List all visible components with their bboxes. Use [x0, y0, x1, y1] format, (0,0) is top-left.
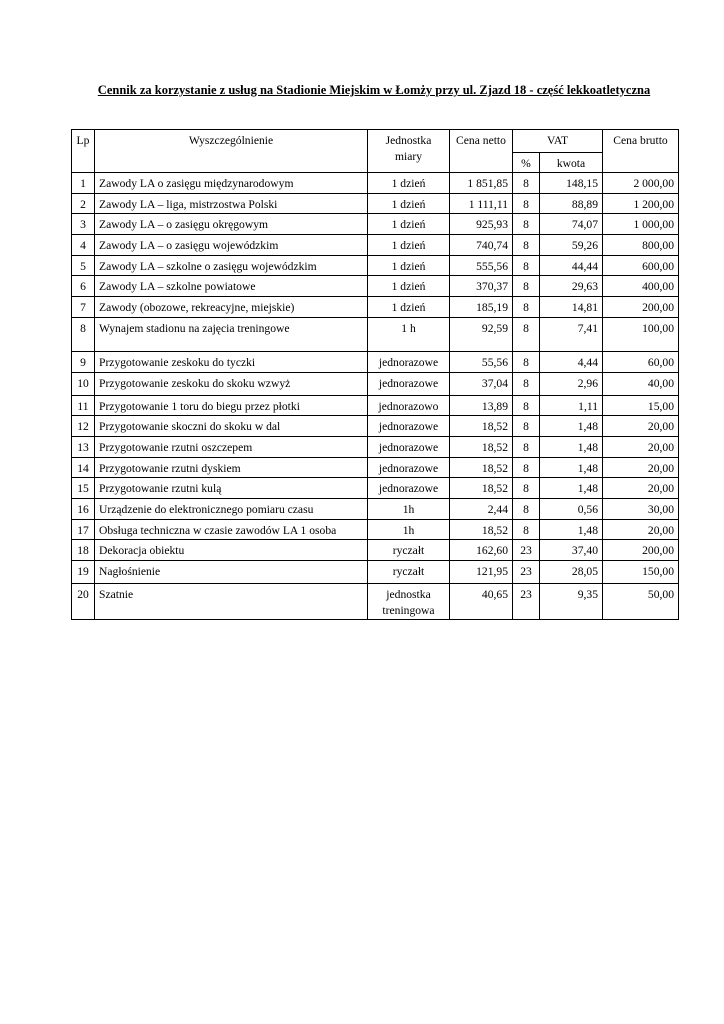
cell-gross-price: 60,00 — [603, 351, 679, 372]
cell-name: Przygotowanie rzutni oszczepem — [95, 436, 368, 457]
cell-gross-price: 1 000,00 — [603, 214, 679, 235]
cell-gross-price: 20,00 — [603, 457, 679, 478]
cell-vat-amount: 9,35 — [540, 584, 603, 620]
cell-vat-amount: 14,81 — [540, 297, 603, 318]
cell-gross-price: 20,00 — [603, 416, 679, 437]
cell-vat-amount: 1,48 — [540, 478, 603, 499]
cell-net-price: 18,52 — [450, 457, 513, 478]
cell-unit: ryczałt — [368, 561, 450, 584]
cell-unit: 1 dzień — [368, 297, 450, 318]
cell-unit: jednorazowe — [368, 416, 450, 437]
table-row — [72, 193, 679, 214]
cell-unit: 1h — [368, 519, 450, 540]
cell-lp: 8 — [72, 317, 95, 351]
cell-lp: 5 — [72, 255, 95, 276]
cell-vat-amount: 88,89 — [540, 193, 603, 214]
cell-gross-price: 20,00 — [603, 519, 679, 540]
cell-name: Zawody LA o zasięgu międzynarodowym — [95, 173, 368, 194]
cell-name: Przygotowanie 1 toru do biegu przez płotki — [95, 395, 368, 416]
cell-unit: 1 dzień — [368, 214, 450, 235]
cell-lp: 15 — [72, 478, 95, 499]
table-row — [72, 540, 679, 561]
cell-unit: jednorazowe — [368, 436, 450, 457]
table-row — [72, 457, 679, 478]
cell-net-price: 18,52 — [450, 519, 513, 540]
cell-name: Zawody LA – liga, mistrzostwa Polski — [95, 193, 368, 214]
cell-lp: 3 — [72, 214, 95, 235]
cell-vat-pct: 8 — [513, 351, 540, 372]
header-name: Wyszczególnienie — [95, 130, 368, 173]
cell-vat-amount: 2,96 — [540, 372, 603, 395]
cell-gross-price: 150,00 — [603, 561, 679, 584]
cell-unit: 1 dzień — [368, 173, 450, 194]
cell-net-price: 925,93 — [450, 214, 513, 235]
cell-name: Szatnie — [95, 584, 368, 620]
cell-lp: 19 — [72, 561, 95, 584]
cell-vat-amount: 148,15 — [540, 173, 603, 194]
cell-vat-pct: 8 — [513, 498, 540, 519]
table-row — [72, 436, 679, 457]
cell-vat-amount: 1,11 — [540, 395, 603, 416]
cell-net-price: 1 111,11 — [450, 193, 513, 214]
cell-unit: jednorazowe — [368, 351, 450, 372]
cell-gross-price: 800,00 — [603, 235, 679, 256]
cell-vat-amount: 1,48 — [540, 436, 603, 457]
cell-vat-pct: 8 — [513, 297, 540, 318]
cell-name: Nagłośnienie — [95, 561, 368, 584]
table-row — [72, 561, 679, 584]
cell-lp: 12 — [72, 416, 95, 437]
table-row — [72, 255, 679, 276]
cell-lp: 18 — [72, 540, 95, 561]
cell-gross-price: 200,00 — [603, 540, 679, 561]
cell-unit: ryczałt — [368, 540, 450, 561]
cell-lp: 6 — [72, 276, 95, 297]
table-row — [72, 351, 679, 372]
cell-lp: 2 — [72, 193, 95, 214]
cell-name: Przygotowanie zeskoku do tyczki — [95, 351, 368, 372]
table-row — [72, 498, 679, 519]
cell-net-price: 121,95 — [450, 561, 513, 584]
cell-name: Zawody LA – szkolne powiatowe — [95, 276, 368, 297]
table-row — [72, 416, 679, 437]
cell-vat-pct: 8 — [513, 395, 540, 416]
cell-vat-pct: 8 — [513, 372, 540, 395]
cell-unit: jednorazowe — [368, 478, 450, 499]
cell-vat-amount: 44,44 — [540, 255, 603, 276]
cell-lp: 4 — [72, 235, 95, 256]
table-row — [72, 519, 679, 540]
header-vat-amount: kwota — [540, 153, 603, 173]
cell-gross-price: 20,00 — [603, 436, 679, 457]
cell-lp: 13 — [72, 436, 95, 457]
cell-net-price: 40,65 — [450, 584, 513, 620]
cell-net-price: 18,52 — [450, 436, 513, 457]
cell-gross-price: 30,00 — [603, 498, 679, 519]
cell-lp: 7 — [72, 297, 95, 318]
cell-lp: 10 — [72, 372, 95, 395]
cell-net-price: 18,52 — [450, 416, 513, 437]
table-row — [72, 395, 679, 416]
cell-net-price: 1 851,85 — [450, 173, 513, 194]
header-net: Cena netto — [450, 130, 513, 173]
cell-vat-amount: 7,41 — [540, 317, 603, 351]
table-row — [72, 372, 679, 395]
cell-unit: 1 h — [368, 317, 450, 351]
cell-vat-pct: 23 — [513, 561, 540, 584]
cell-vat-pct: 8 — [513, 235, 540, 256]
cell-name: Przygotowanie rzutni dyskiem — [95, 457, 368, 478]
cell-gross-price: 15,00 — [603, 395, 679, 416]
table-row — [72, 297, 679, 318]
cell-name: Przygotowanie skoczni do skoku w dal — [95, 416, 368, 437]
cell-unit: 1h — [368, 498, 450, 519]
cell-unit: 1 dzień — [368, 235, 450, 256]
cell-name: Zawody (obozowe, rekreacyjne, miejskie) — [95, 297, 368, 318]
header-lp: Lp — [72, 130, 95, 173]
header-unit: Jednostka miary — [368, 130, 450, 173]
cell-vat-pct: 23 — [513, 584, 540, 620]
cell-lp: 1 — [72, 173, 95, 194]
cell-unit: jednostka treningowa — [368, 584, 450, 620]
cell-vat-amount: 1,48 — [540, 457, 603, 478]
cell-name: Zawody LA – o zasięgu okręgowym — [95, 214, 368, 235]
cell-vat-pct: 8 — [513, 214, 540, 235]
cell-vat-pct: 8 — [513, 519, 540, 540]
cell-lp: 9 — [72, 351, 95, 372]
cell-name: Zawody LA – o zasięgu wojewódzkim — [95, 235, 368, 256]
cell-vat-amount: 74,07 — [540, 214, 603, 235]
header-gross: Cena brutto — [603, 130, 679, 173]
cell-name: Przygotowanie rzutni kulą — [95, 478, 368, 499]
cell-lp: 11 — [72, 395, 95, 416]
cell-net-price: 370,37 — [450, 276, 513, 297]
table-row — [72, 214, 679, 235]
cell-vat-pct: 8 — [513, 317, 540, 351]
cell-vat-pct: 23 — [513, 540, 540, 561]
cell-vat-pct: 8 — [513, 173, 540, 194]
cell-vat-pct: 8 — [513, 193, 540, 214]
cell-vat-amount: 29,63 — [540, 276, 603, 297]
cell-net-price: 2,44 — [450, 498, 513, 519]
cell-name: Urządzenie do elektronicznego pomiaru czasu — [95, 498, 368, 519]
cell-gross-price: 200,00 — [603, 297, 679, 318]
cell-name: Wynajem stadionu na zajęcia treningowe — [95, 317, 368, 351]
cell-vat-amount: 1,48 — [540, 416, 603, 437]
table-row — [72, 173, 679, 194]
cell-net-price: 740,74 — [450, 235, 513, 256]
table-row — [72, 478, 679, 499]
cell-vat-pct: 8 — [513, 255, 540, 276]
cell-gross-price: 100,00 — [603, 317, 679, 351]
cell-vat-amount: 1,48 — [540, 519, 603, 540]
cell-net-price: 162,60 — [450, 540, 513, 561]
cell-unit: jednorazowe — [368, 457, 450, 478]
cell-net-price: 18,52 — [450, 478, 513, 499]
table-row — [72, 276, 679, 297]
cell-net-price: 55,56 — [450, 351, 513, 372]
header-vat-pct: % — [513, 153, 540, 173]
price-table — [71, 129, 679, 620]
table-row — [72, 235, 679, 256]
cell-vat-amount: 0,56 — [540, 498, 603, 519]
header-vat: VAT — [513, 130, 603, 153]
cell-lp: 14 — [72, 457, 95, 478]
cell-net-price: 92,59 — [450, 317, 513, 351]
cell-net-price: 185,19 — [450, 297, 513, 318]
cell-net-price: 37,04 — [450, 372, 513, 395]
table-row — [72, 317, 679, 351]
cell-gross-price: 400,00 — [603, 276, 679, 297]
cell-net-price: 13,89 — [450, 395, 513, 416]
cell-lp: 17 — [72, 519, 95, 540]
cell-gross-price: 20,00 — [603, 478, 679, 499]
cell-unit: jednorazowe — [368, 372, 450, 395]
cell-gross-price: 1 200,00 — [603, 193, 679, 214]
cell-unit: 1 dzień — [368, 255, 450, 276]
cell-unit: jednorazowo — [368, 395, 450, 416]
cell-vat-pct: 8 — [513, 478, 540, 499]
cell-vat-amount: 4,44 — [540, 351, 603, 372]
cell-name: Dekoracja obiektu — [95, 540, 368, 561]
cell-vat-amount: 28,05 — [540, 561, 603, 584]
document-title: Cennik za korzystanie z usług na Stadionie Miejskim w Łomży przy ul. Zjazd 18 - część lekkoatletyczna — [97, 83, 651, 97]
cell-gross-price: 2 000,00 — [603, 173, 679, 194]
cell-gross-price: 50,00 — [603, 584, 679, 620]
cell-vat-amount: 37,40 — [540, 540, 603, 561]
cell-vat-pct: 8 — [513, 436, 540, 457]
cell-vat-amount: 59,26 — [540, 235, 603, 256]
cell-net-price: 555,56 — [450, 255, 513, 276]
cell-unit: 1 dzień — [368, 276, 450, 297]
cell-name: Zawody LA – szkolne o zasięgu wojewódzkim — [95, 255, 368, 276]
cell-gross-price: 40,00 — [603, 372, 679, 395]
cell-name: Przygotowanie zeskoku do skoku wzwyż — [95, 372, 368, 395]
cell-lp: 20 — [72, 584, 95, 620]
cell-unit: 1 dzień — [368, 193, 450, 214]
table-row — [72, 584, 679, 620]
cell-gross-price: 600,00 — [603, 255, 679, 276]
cell-vat-pct: 8 — [513, 416, 540, 437]
cell-vat-pct: 8 — [513, 457, 540, 478]
cell-vat-pct: 8 — [513, 276, 540, 297]
cell-name: Obsługa techniczna w czasie zawodów LA 1 osoba — [95, 519, 368, 540]
cell-lp: 16 — [72, 498, 95, 519]
